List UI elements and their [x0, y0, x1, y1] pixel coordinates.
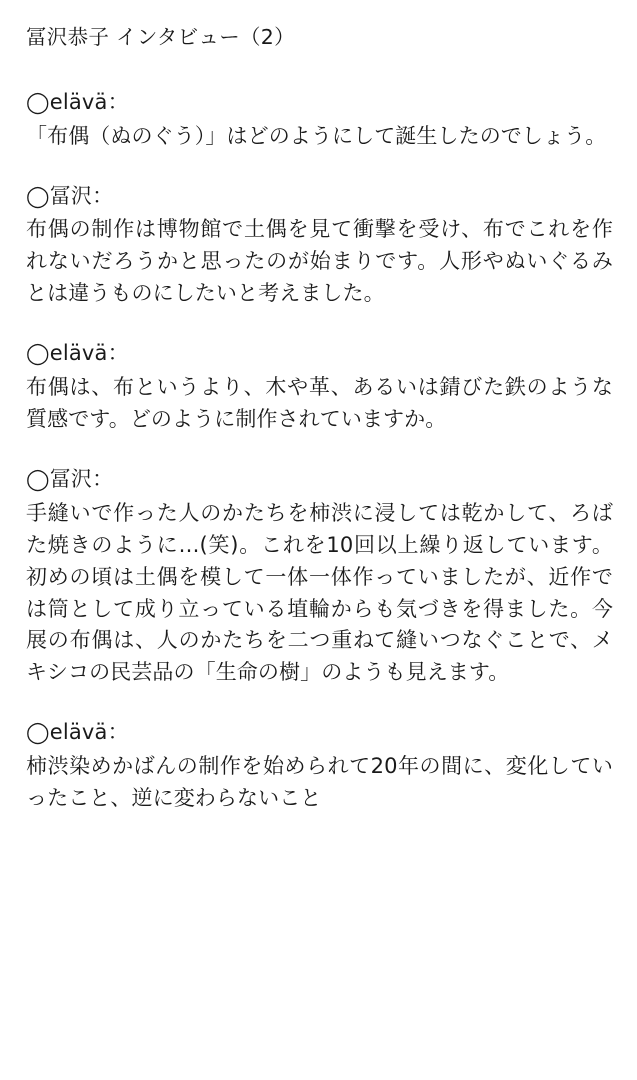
- speaker-label: ◯冨沢：: [26, 466, 114, 491]
- speech-text: 「布偶（ぬのぐう）」はどのようにして誕生したのでしょう。: [26, 123, 607, 148]
- speech-text: 柿渋染めかばんの制作を始められて20年の間に、変化していったこと、逆に変わらないこと: [26, 754, 613, 811]
- speaker-label: ◯elävä：: [26, 341, 129, 366]
- speaker-label: ◯elävä：: [26, 89, 129, 114]
- speaker-label: ◯elävä：: [26, 720, 129, 745]
- page-title: 冨沢恭子 インタビュー（2）: [26, 25, 295, 49]
- speech-text: 布偶は、布というより、木や革、あるいは錆びた鉄のような質感です。どのように制作されていますか。: [26, 375, 613, 431]
- qa-block: [26, 464, 613, 689]
- qa-block: [26, 717, 613, 815]
- speech-text: 手縫いで作った人のかたちを柿渋に浸しては乾かして、ろばた焼きのように…(笑)。これを10回以上繰り返しています。初めの頃は土偶を模して一体一体作っていましたが、近作では筒として成り立っている埴輪からも気づきを得ました。今展の布偶は、人のかたちを二つ重ねて縫いつなぐことで、メキシコの民芸品の「生命の樹」のようも見えます。: [26, 500, 613, 685]
- qa-block: [26, 181, 613, 311]
- speaker-label: ◯冨沢：: [26, 183, 114, 208]
- speech-text: 布偶の制作は博物館で土偶を見て衝撃を受け、布でこれを作れないだろうかと思ったのが始まりです。人形やぬいぐるみとは違うものにしたいと考えました。: [26, 217, 613, 306]
- qa-block: [26, 338, 613, 436]
- qa-block: [26, 87, 613, 153]
